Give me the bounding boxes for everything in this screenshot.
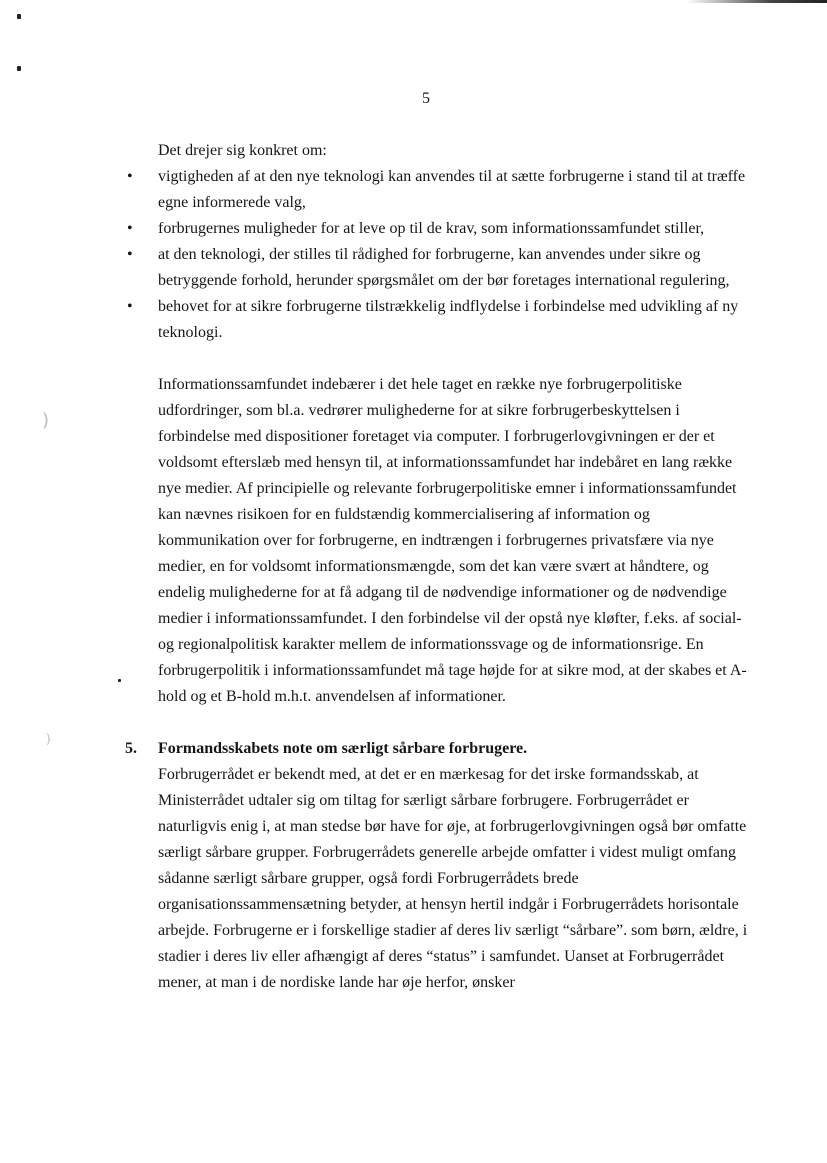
section-5 (125, 736, 748, 996)
document-body (125, 138, 748, 996)
bullet-icon: • (127, 298, 133, 315)
page-number: 5 (422, 90, 430, 107)
section-number: 5. (125, 740, 137, 757)
bullet-item (127, 294, 748, 346)
scan-speck (17, 14, 21, 19)
scan-speck (118, 679, 121, 682)
body-paragraph: Informationssamfundet indebærer i det hele taget en række nye forbrugerpolitiske udfordringer, som bl.a. vedrører mulighederne for at sikre forbrugerbeskyttelsen i forbindelse med dispositioner foretaget via computer. I forbrugerlovgivningen er der et voldsomt efterslæb med hensyn til, at informationssamfundet har indebåret en lang række nye medier. Af principielle og relevante forbrugerpolitiske emner i informationssamfundet kan nævnes risikoen for en fuldstændig kommercialisering af information og kommunikation over for forbrugerne, en indtrængen i forbrugernes privatsfære via nye medier, en for voldsomt informationsmængde, som det kan være svært at håndtere, og endelig mulighederne for at få adgang til de nødvendige informationer og de nødvendige medier i informationssamfundet. I den forbindelse vil der opstå nye kløfter, f.eks. af social- og regionalpolitisk karakter mellem de informationssvage og de informationsrige. En forbrugerpolitik i informationssamfundet må tage højde for at sikre mod, at der skabes et A-hold og et B-hold m.h.t. anvendelsen af informationer. (158, 376, 747, 705)
bullet-text: forbrugernes muligheder for at leve op til de krav, som informationssamfundet stiller, (158, 220, 705, 237)
section-body: Forbrugerrådet er bekendt med, at det er en mærkesag for det irske formandsskab, at Ministerrådet udtaler sig om tiltag for særligt sårbare forbrugere. Forbrugerrådet er naturligvis enig i, at man stedse bør have for øje, at forbrugerlovgivningen også bør omfatte særligt sårbare grupper. Forbrugerrådets generelle arbejde omfatter i videst muligt omfang sådanne særligt sårbare grupper, også fordi Forbrugerrådets brede organisationssammensætning betyder, at hensyn hertil indgår i Forbrugerrådets horisontale arbejde. Forbrugerne er i forskellige stadier af deres liv særligt “sårbare”. som børn, ældre, i stadier i deres liv eller afhængigt af deres “status” i samfundet. Uanset at Forbrugerrådet mener, at man i de nordiske lande har øje herfor, ønsker (158, 766, 748, 991)
section-heading: Formandsskabets note om særligt sårbare forbrugere. (158, 740, 528, 757)
bullet-item (127, 242, 748, 294)
bullet-text: vigtigheden af at den nye teknologi kan anvendes til at sætte forbrugerne i stand til at træffe egne informerede valg, (158, 168, 746, 211)
bullet-icon: • (127, 168, 133, 185)
bullet-icon: • (127, 246, 133, 263)
bullet-list (127, 164, 748, 346)
scan-edge-line (687, 0, 827, 3)
bullet-text: behovet for at sikre forbrugerne tilstrækkelig indflydelse i forbindelse med udvikling af ny teknologi. (158, 298, 739, 341)
scan-speck (17, 66, 21, 71)
bullet-item (127, 216, 748, 242)
bullet-icon: • (127, 220, 133, 237)
margin-bracket-mark: ) (42, 410, 50, 431)
bullet-item (127, 164, 748, 216)
bullet-text: at den teknologi, der stilles til rådighed for forbrugerne, kan anvendes under sikre og betryggende forhold, herunder spørgsmålet om der bør foretages international regulering, (158, 246, 730, 289)
margin-bracket-mark: ) (46, 732, 51, 746)
intro-line: Det drejer sig konkret om: (158, 142, 327, 159)
